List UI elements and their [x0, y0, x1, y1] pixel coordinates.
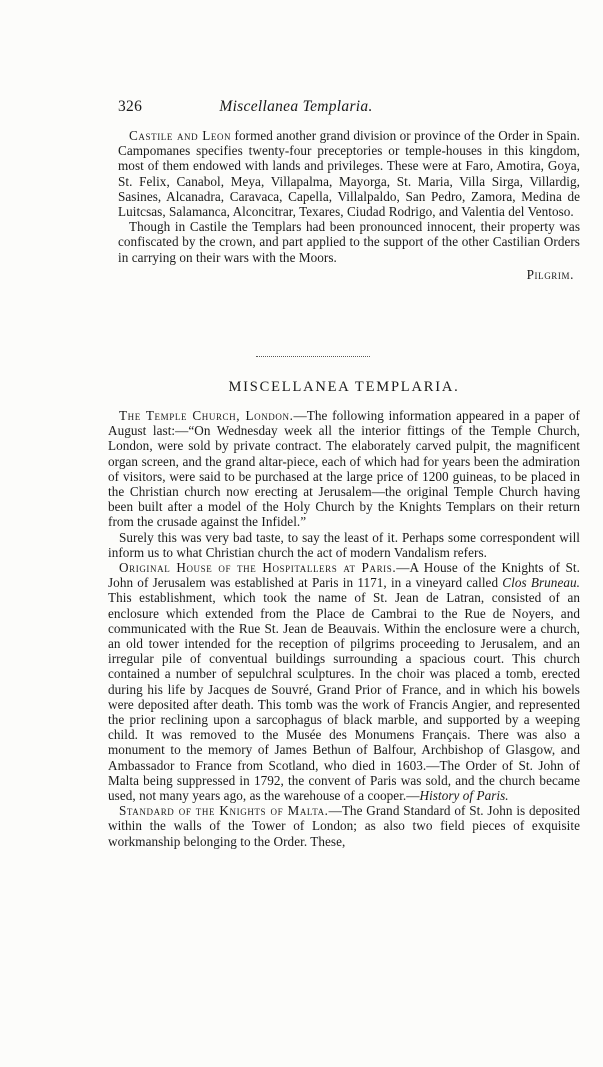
- paragraph-body: —The Grand Standard of St. John is deposited within the walls of the Tower of London; as also two field pieces of exquisite workmanship belonging to the Order. These,: [108, 803, 580, 849]
- paragraph: Surely this was very bad taste, to say the least of it. Perhaps some correspondent will inform us to what Christian church the act of modern Vandalism refers.: [108, 529, 580, 560]
- italic-phrase: Clos Bruneau.: [502, 575, 580, 591]
- paragraph-body: formed another grand division or province of the Order in Spain. Campomanes specifies twenty-four preceptories or temple-houses in this kingdom, most of them endowed with lands and privileges. These were at Faro, Amotira, Goya, St. Felix, Canabol, Meya, Villapalma, Mayorga, St. Maria, Villa Sirga, Villardig, Sasines, Alcanadra, Caravaca, Capella, Villalpaldo, San Pedro, Zamora, Medina de Luitcsas, Salamanca, Alconcitrar, Texares, Ciudad Rodrigo, and Valentia del Ventoso.: [118, 128, 580, 220]
- paragraph-body: This establishment, which took the name of St. Jean de Latran, consisted of an enclosure which extended from the Place de Cambrai to the Rue de Noyers, and communicated with the Rue St. Jean de Beauvais. Within the enclosure were a church, an old tower intended for the reception of pilgrims proceeding to Jerusalem, and an irregular pile of conventual buildings surrounding a spacious court. This church contained a number of sepulchral sculptures. In the choir was placed a tomb, erected during his life by Jacques de Souvré, Grand Prior of France, and in which his bowels were deposited after death. This tomb was the work of Francis Angier, and represented the prior reclining upon a sarcophagus of black marble, and supported by a weeping child. It was removed to the Musée des Monumens Français. There was also a monument to the memory of James Bethun of Balfour, Archbishop of Glasgow, and Ambassador to France from Scotland, who died in 1603.—The Order of St. John of Malta being suppressed in 1792, the convent of Paris was sold, and the church became used, not many years ago, as the warehouse of a cooper.—: [108, 590, 580, 804]
- paragraph: [118, 128, 580, 219]
- article-miscellanea: [108, 408, 580, 849]
- paragraph-lead: The Temple Church, London.: [119, 408, 294, 423]
- paragraph: [108, 408, 580, 530]
- paragraph-body: —A House of the Knights of St. John of Jerusalem was established at Paris in 1171, in a vineyard called: [108, 560, 580, 591]
- paragraph: Though in Castile the Templars had been pronounced innocent, their property was confiscated by the crown, and part applied to the support of the other Castilian Orders in carrying on their wars with the Moors.: [118, 219, 580, 265]
- article-castile-leon: [118, 128, 580, 283]
- section-divider: [256, 356, 370, 357]
- page-number: 326: [118, 98, 143, 115]
- paragraph-lead: Standard of the Knights of Malta.: [119, 803, 329, 819]
- page-header: [118, 98, 474, 118]
- author-signature: Pilgrim.: [526, 266, 574, 282]
- paragraph: [108, 560, 580, 803]
- running-title: Miscellanea Templaria.: [219, 98, 373, 115]
- section-heading: MISCELLANEA TEMPLARIA.: [228, 379, 460, 395]
- paragraph-lead: Castile and Leon: [129, 128, 232, 143]
- paragraph: [108, 803, 580, 849]
- paragraph-body: —The following information appeared in a paper of August last:—“On Wednesday week all the interior fittings of the Temple Church, London, were sold by private contract. The elaborately carved pulpit, the magnificent organ screen, and the grand altar-piece, each of which had for years been the admiration of visitors, were said to be purchased at the large price of 1200 guineas, to be placed in the Christian church now erecting at Jerusalem—the original Temple Church having been built after a model of the Holy Church by the Knights Templars on their return from the crusade against the Infidel.”: [108, 408, 580, 530]
- source-citation: History of Paris.: [419, 788, 509, 804]
- paragraph-lead: Original House of the Hospitallers at Paris.: [119, 560, 397, 576]
